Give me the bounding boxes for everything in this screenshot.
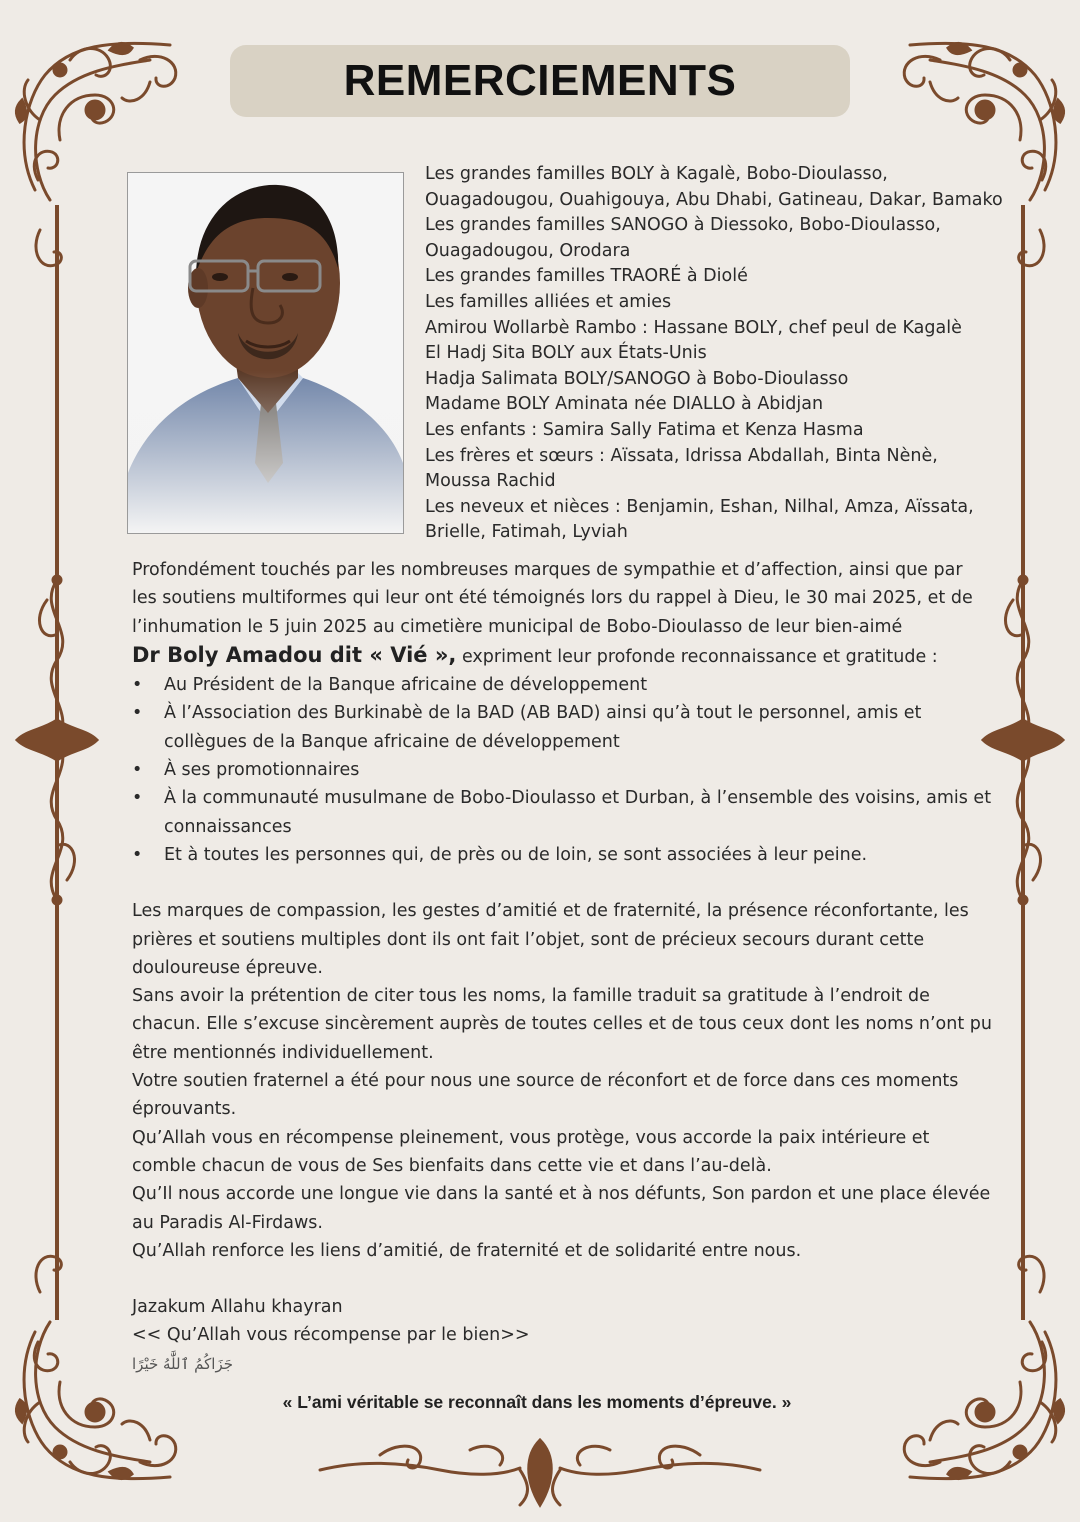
family-line: Brielle, Fatimah, Lyviah <box>425 522 628 543</box>
family-line: Amirou Wollarbè Rambo : Hassane BOLY, chef peul de Kagalè <box>425 317 962 338</box>
intro-paragraph <box>132 556 992 671</box>
closing-arabic: جَزَاكُمُ ٱللَّٰهُ خَيْرًا <box>132 1354 233 1373</box>
family-line: Ouagadougou, Orodara <box>425 240 631 261</box>
closing-line-2: << Qu’Allah vous récompense par le bien>> <box>132 1325 530 1346</box>
honoree-suffix: expriment leur profonde reconnaissance et gratitude : <box>456 646 938 667</box>
honoree-name: Dr Boly Amadou dit « Vié », <box>132 642 457 667</box>
family-line: Les frères et sœurs : Aïssata, Idrissa Abdallah, Binta Nènè, <box>425 445 938 466</box>
paragraph: Qu’Il nous accorde une longue vie dans la santé et à nos défunts, Son pardon et une place élevée au Paradis Al-Firdaws. <box>132 1184 991 1233</box>
family-line: Madame BOLY Aminata née DIALLO à Abidjan <box>425 394 824 415</box>
page-title: REMERCIEMENTS <box>343 56 737 105</box>
portrait-photo <box>127 172 404 534</box>
bottom-center-ornament <box>320 1440 760 1505</box>
body-text <box>132 556 992 1378</box>
bullet-icon: • <box>132 788 143 809</box>
list-item: • À ses promotionnaires <box>132 756 992 784</box>
family-line: Moussa Rachid <box>425 471 556 492</box>
title-banner <box>230 45 850 117</box>
list-item: • À l’Association des Burkinabè de la BAD (AB BAD) ainsi qu’à tout le personnel, amis et collègues de la Banque africaine de développement <box>132 699 992 756</box>
paragraph: Les marques de compassion, les gestes d’amitié et de fraternité, la présence réconfortante, les prières et soutiens multiples dont ils ont fait l’objet, sont de précieux secours durant cette douloureuse épreuve. <box>132 901 969 978</box>
family-line: Les enfants : Samira Sally Fatima et Kenza Hasma <box>425 419 864 440</box>
list-item: • Et à toutes les personnes qui, de près ou de loin, se sont associées à leur peine. <box>132 841 992 869</box>
family-line: Hadja Salimata BOLY/SANOGO à Bobo-Dioulasso <box>425 368 849 389</box>
family-line: Les neveux et nièces : Benjamin, Eshan, Nilhal, Amza, Aïssata, <box>425 496 974 517</box>
family-line: Les grandes familles TRAORÉ à Diolé <box>425 266 748 287</box>
paragraph: Qu’Allah vous en récompense pleinement, vous protège, vous accorde la paix intérieure et comble chacun de vous de Ses bienfaits dans cette vie et dans l’au-delà. <box>132 1127 930 1176</box>
closing-quote: « L’ami véritable se reconnaît dans les moments d’épreuve. » <box>282 1392 792 1412</box>
list-item: • Au Président de la Banque africaine de développement <box>132 671 992 699</box>
family-line: Les grandes familles SANOGO à Diessoko, Bobo-Dioulasso, <box>425 215 941 236</box>
portrait-illustration <box>128 173 403 533</box>
bullet-icon: • <box>132 760 143 781</box>
families-list <box>425 162 1035 546</box>
family-line: Les grandes familles BOLY à Kagalè, Bobo-Dioulasso, <box>425 164 888 184</box>
intro-text: Profondément touchés par les nombreuses marques de sympathie et d’affection, ainsi que par les soutiens multiformes qui leur ont été témoignés lors du rappel à Dieu, le 30 mai 2025, et de l’inhumation le 5 juin 2025 au cimetière municipal de Bobo-Dioulasso de leur bien-aimé <box>132 560 973 637</box>
family-line: Ouagadougou, Ouahigouya, Abu Dhabi, Gatineau, Dakar, Bamako <box>425 189 1003 210</box>
bullet-icon: • <box>132 844 143 865</box>
paragraph: Sans avoir la prétention de citer tous les noms, la famille traduit sa gratitude à l’endroit de chacun. Elle s’excuse sincèrement auprès de toutes celles et de tous ceux dont les noms n’ont pu être mentionnés individuellement. <box>132 986 992 1063</box>
gratitude-list <box>132 671 992 869</box>
family-line: Les familles alliées et amies <box>425 291 672 312</box>
bullet-icon: • <box>132 703 143 724</box>
paragraph: Qu’Allah renforce les liens d’amitié, de fraternité et de solidarité entre nous. <box>132 1240 802 1261</box>
family-line: El Hadj Sita BOLY aux États-Unis <box>425 343 707 364</box>
bullet-icon: • <box>132 675 143 696</box>
paragraph: Votre soutien fraternel a été pour nous une source de réconfort et de force dans ces moments éprouvants. <box>132 1071 959 1120</box>
list-item: • À la communauté musulmane de Bobo-Dioulasso et Durban, à l’ensemble des voisins, amis et connaissances <box>132 784 992 841</box>
closing-line-1: Jazakum Allahu khayran <box>132 1297 343 1318</box>
